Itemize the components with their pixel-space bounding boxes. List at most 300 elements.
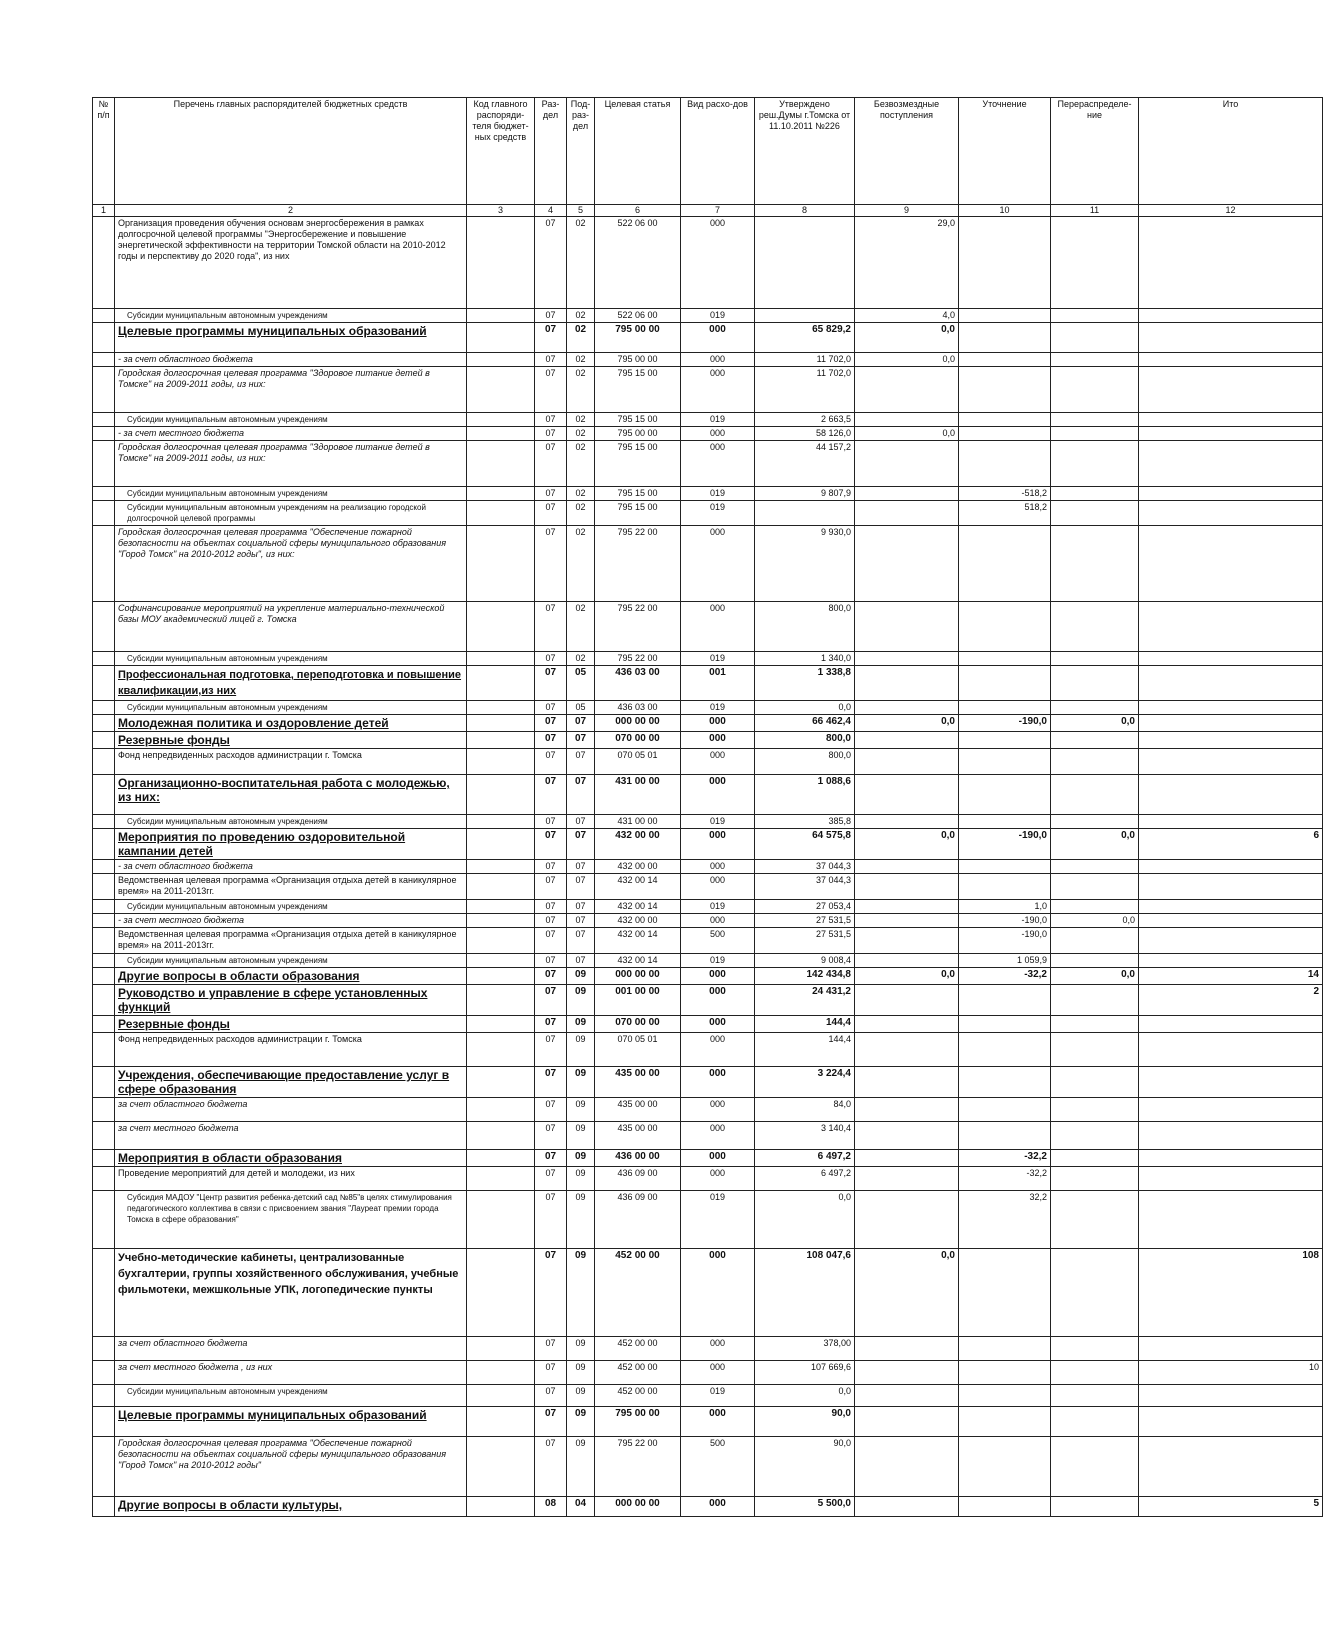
- cell-r: 07: [535, 323, 567, 353]
- cell-it: [1139, 914, 1323, 928]
- cell-v: 000: [681, 1497, 755, 1517]
- table-row: [93, 487, 1323, 501]
- cell-u: 1 338,8: [755, 666, 855, 701]
- column-header: Безвозмездные поступления: [855, 98, 959, 205]
- cell-it: [1139, 860, 1323, 874]
- column-number: 11: [1051, 205, 1139, 217]
- cell-r: 07: [535, 1122, 567, 1150]
- cell-v: 001: [681, 666, 755, 701]
- cell-ut: 518,2: [959, 501, 1051, 526]
- cell-n: Учреждения, обеспечивающие предоставление услуг в сфере образования: [115, 1067, 467, 1098]
- cell-r: 07: [535, 427, 567, 441]
- cell-r: 07: [535, 985, 567, 1016]
- cell-ut: -32,2: [959, 1150, 1051, 1167]
- cell-pr: 0,0: [1051, 914, 1139, 928]
- column-number-row: [93, 205, 1323, 217]
- cell-ut: [959, 1249, 1051, 1337]
- cell-n: - за счет местного бюджета: [115, 914, 467, 928]
- cell-pr: [1051, 323, 1139, 353]
- cell-empty: [467, 1098, 535, 1122]
- cell-empty: [93, 501, 115, 526]
- cell-empty: [93, 1016, 115, 1033]
- cell-n: Ведомственная целевая программа «Организация отдыха детей в каникулярное время» на 2011-2013гг.: [115, 928, 467, 954]
- table-row: [93, 815, 1323, 829]
- cell-cs: 795 00 00: [595, 323, 681, 353]
- cell-bz: [855, 775, 959, 815]
- cell-ut: [959, 602, 1051, 652]
- cell-bz: [855, 1033, 959, 1067]
- cell-empty: [467, 1150, 535, 1167]
- cell-empty: [93, 829, 115, 860]
- cell-u: 0,0: [755, 1191, 855, 1249]
- table-row: [93, 1033, 1323, 1067]
- table-row: [93, 1497, 1323, 1517]
- cell-ut: [959, 1385, 1051, 1407]
- cell-pr: [1051, 367, 1139, 413]
- table-row: [93, 954, 1323, 968]
- cell-n: - за счет областного бюджета: [115, 860, 467, 874]
- cell-ut: 32,2: [959, 1191, 1051, 1249]
- cell-it: [1139, 749, 1323, 775]
- cell-pr: [1051, 353, 1139, 367]
- cell-bz: [855, 1098, 959, 1122]
- cell-r: 07: [535, 815, 567, 829]
- cell-p: 07: [567, 874, 595, 900]
- cell-u: 84,0: [755, 1098, 855, 1122]
- cell-cs: 435 00 00: [595, 1122, 681, 1150]
- cell-n: Субсидии муниципальным автономным учреждениям: [115, 815, 467, 829]
- table-row: [93, 666, 1323, 701]
- cell-u: [755, 309, 855, 323]
- table-body: [93, 217, 1323, 1517]
- cell-empty: [467, 914, 535, 928]
- cell-ut: [959, 874, 1051, 900]
- cell-bz: [855, 954, 959, 968]
- cell-pr: [1051, 1033, 1139, 1067]
- cell-empty: [93, 217, 115, 309]
- cell-it: [1139, 413, 1323, 427]
- cell-cs: 795 15 00: [595, 413, 681, 427]
- cell-empty: [467, 701, 535, 715]
- cell-it: [1139, 928, 1323, 954]
- cell-empty: [93, 1337, 115, 1361]
- cell-u: 64 575,8: [755, 829, 855, 860]
- cell-cs: 436 09 00: [595, 1191, 681, 1249]
- cell-pr: 0,0: [1051, 829, 1139, 860]
- cell-pr: [1051, 217, 1139, 309]
- cell-n: Целевые программы муниципальных образований: [115, 323, 467, 353]
- cell-cs: 431 00 00: [595, 815, 681, 829]
- cell-cs: 452 00 00: [595, 1385, 681, 1407]
- cell-it: [1139, 441, 1323, 487]
- cell-n: Городская долгосрочная целевая программа "Здоровое питание детей в Томске" на 2009-2011 годы, из них:: [115, 441, 467, 487]
- cell-n: Субсидии муниципальным автономным учреждениям на реализацию городской долгосрочной целевой программы: [115, 501, 467, 526]
- table-row: [93, 652, 1323, 666]
- cell-bz: [855, 1407, 959, 1437]
- cell-n: Субсидии муниципальным автономным учреждениям: [115, 309, 467, 323]
- cell-r: 08: [535, 1497, 567, 1517]
- cell-ut: -32,2: [959, 968, 1051, 985]
- cell-it: [1139, 602, 1323, 652]
- cell-empty: [467, 815, 535, 829]
- cell-n: Организация проведения обучения основам энергосбережения в рамках долгосрочной целевой программы "Энергосбережение и повышение энергетической эффективности на территории Томской области на 2010-2012 годы и перспективу до 2020 года", из них: [115, 217, 467, 309]
- cell-ut: [959, 1098, 1051, 1122]
- cell-empty: [467, 441, 535, 487]
- cell-ut: [959, 860, 1051, 874]
- cell-p: 04: [567, 1497, 595, 1517]
- cell-ut: [959, 413, 1051, 427]
- cell-v: 000: [681, 353, 755, 367]
- cell-ut: [959, 323, 1051, 353]
- table-row: [93, 874, 1323, 900]
- cell-ut: [959, 1361, 1051, 1385]
- cell-r: 07: [535, 652, 567, 666]
- cell-n: Софинансирование мероприятий на укрепление материально-технической базы МОУ академический лицей г. Томска: [115, 602, 467, 652]
- cell-empty: [467, 666, 535, 701]
- cell-bz: [855, 914, 959, 928]
- cell-empty: [93, 1167, 115, 1191]
- cell-empty: [467, 602, 535, 652]
- cell-pr: [1051, 526, 1139, 602]
- cell-ut: [959, 367, 1051, 413]
- cell-p: 09: [567, 1016, 595, 1033]
- cell-cs: 795 15 00: [595, 367, 681, 413]
- cell-n: Субсидии муниципальным автономным учреждениям: [115, 701, 467, 715]
- budget-document: [92, 97, 1319, 1517]
- cell-pr: [1051, 985, 1139, 1016]
- cell-pr: [1051, 441, 1139, 487]
- cell-empty: [93, 413, 115, 427]
- cell-bz: 0,0: [855, 715, 959, 732]
- cell-n: Организационно-воспитательная работа с молодежью, из них:: [115, 775, 467, 815]
- cell-pr: [1051, 1249, 1139, 1337]
- table-row: [93, 367, 1323, 413]
- cell-u: 90,0: [755, 1407, 855, 1437]
- cell-cs: 436 00 00: [595, 1150, 681, 1167]
- cell-pr: [1051, 1361, 1139, 1385]
- cell-p: 02: [567, 652, 595, 666]
- cell-cs: 070 05 01: [595, 1033, 681, 1067]
- cell-r: 07: [535, 666, 567, 701]
- cell-r: 07: [535, 413, 567, 427]
- cell-bz: [855, 526, 959, 602]
- cell-bz: [855, 1337, 959, 1361]
- cell-bz: 0,0: [855, 1249, 959, 1337]
- cell-empty: [93, 701, 115, 715]
- cell-n: за счет областного бюджета: [115, 1098, 467, 1122]
- cell-ut: [959, 1437, 1051, 1497]
- cell-pr: [1051, 1437, 1139, 1497]
- cell-pr: [1051, 309, 1139, 323]
- cell-n: Городская долгосрочная целевая программа "Обеспечение пожарной безопасности на объектах социальной сферы муниципального образования "Город Томск" на 2010-2012 годы", из них:: [115, 526, 467, 602]
- cell-empty: [467, 968, 535, 985]
- table-row: [93, 1191, 1323, 1249]
- cell-pr: [1051, 1067, 1139, 1098]
- cell-u: 800,0: [755, 602, 855, 652]
- cell-pr: [1051, 775, 1139, 815]
- cell-r: 07: [535, 1098, 567, 1122]
- cell-pr: [1051, 928, 1139, 954]
- cell-r: 07: [535, 1407, 567, 1437]
- cell-it: [1139, 1337, 1323, 1361]
- cell-p: 07: [567, 715, 595, 732]
- cell-empty: [467, 1122, 535, 1150]
- cell-bz: [855, 732, 959, 749]
- cell-cs: 436 09 00: [595, 1167, 681, 1191]
- cell-empty: [93, 526, 115, 602]
- cell-v: 000: [681, 1016, 755, 1033]
- cell-empty: [93, 427, 115, 441]
- cell-empty: [467, 928, 535, 954]
- cell-cs: 435 00 00: [595, 1098, 681, 1122]
- cell-it: [1139, 1191, 1323, 1249]
- table-row: [93, 715, 1323, 732]
- cell-it: [1139, 701, 1323, 715]
- cell-empty: [467, 985, 535, 1016]
- cell-v: 000: [681, 874, 755, 900]
- cell-ut: [959, 701, 1051, 715]
- cell-pr: [1051, 874, 1139, 900]
- cell-cs: 435 00 00: [595, 1067, 681, 1098]
- cell-empty: [467, 900, 535, 914]
- column-number: 10: [959, 205, 1051, 217]
- cell-bz: [855, 815, 959, 829]
- cell-ut: [959, 666, 1051, 701]
- cell-empty: [467, 487, 535, 501]
- cell-p: 07: [567, 815, 595, 829]
- cell-u: 65 829,2: [755, 323, 855, 353]
- cell-it: 14: [1139, 968, 1323, 985]
- cell-ut: -190,0: [959, 715, 1051, 732]
- cell-empty: [467, 1385, 535, 1407]
- cell-it: [1139, 1033, 1323, 1067]
- cell-v: 000: [681, 526, 755, 602]
- cell-bz: [855, 441, 959, 487]
- cell-p: 09: [567, 1437, 595, 1497]
- cell-empty: [467, 860, 535, 874]
- cell-empty: [467, 775, 535, 815]
- cell-pr: [1051, 1016, 1139, 1033]
- column-number: 4: [535, 205, 567, 217]
- cell-ut: [959, 1122, 1051, 1150]
- table-row: [93, 732, 1323, 749]
- column-header: Целевая статья: [595, 98, 681, 205]
- cell-u: 3 224,4: [755, 1067, 855, 1098]
- cell-r: 07: [535, 829, 567, 860]
- cell-r: 07: [535, 1167, 567, 1191]
- cell-empty: [467, 1016, 535, 1033]
- column-header: Под-раз-дел: [567, 98, 595, 205]
- cell-n: Другие вопросы в области культуры,: [115, 1497, 467, 1517]
- cell-v: 000: [681, 602, 755, 652]
- cell-u: 1 340,0: [755, 652, 855, 666]
- cell-u: 9 008,4: [755, 954, 855, 968]
- cell-u: 27 531,5: [755, 928, 855, 954]
- cell-u: 11 702,0: [755, 367, 855, 413]
- cell-v: 000: [681, 914, 755, 928]
- cell-r: 07: [535, 928, 567, 954]
- cell-it: [1139, 487, 1323, 501]
- cell-empty: [467, 367, 535, 413]
- cell-v: 000: [681, 829, 755, 860]
- cell-ut: [959, 1016, 1051, 1033]
- cell-empty: [93, 775, 115, 815]
- cell-n: за счет областного бюджета: [115, 1337, 467, 1361]
- cell-r: 07: [535, 1033, 567, 1067]
- table-row: [93, 829, 1323, 860]
- cell-empty: [467, 217, 535, 309]
- cell-cs: 000 00 00: [595, 968, 681, 985]
- column-header: Вид расхо-дов: [681, 98, 755, 205]
- cell-v: 000: [681, 1150, 755, 1167]
- table-row: [93, 968, 1323, 985]
- cell-v: 019: [681, 413, 755, 427]
- cell-ut: [959, 815, 1051, 829]
- cell-pr: [1051, 1385, 1139, 1407]
- cell-p: 02: [567, 323, 595, 353]
- table-row: [93, 1016, 1323, 1033]
- cell-cs: 432 00 00: [595, 829, 681, 860]
- cell-r: 07: [535, 1191, 567, 1249]
- cell-empty: [93, 487, 115, 501]
- cell-v: 019: [681, 309, 755, 323]
- cell-it: [1139, 874, 1323, 900]
- cell-u: [755, 501, 855, 526]
- cell-p: 09: [567, 1385, 595, 1407]
- cell-u: 6 497,2: [755, 1167, 855, 1191]
- cell-n: Субсидии муниципальным автономным учреждениям: [115, 954, 467, 968]
- cell-pr: [1051, 732, 1139, 749]
- cell-v: 019: [681, 954, 755, 968]
- cell-pr: [1051, 1191, 1139, 1249]
- cell-empty: [93, 1407, 115, 1437]
- cell-ut: [959, 427, 1051, 441]
- cell-empty: [93, 1122, 115, 1150]
- table-row: [93, 441, 1323, 487]
- column-header: Код главного распоряди-теля бюджет-ных средств: [467, 98, 535, 205]
- cell-p: 09: [567, 1098, 595, 1122]
- cell-empty: [93, 323, 115, 353]
- cell-cs: 795 15 00: [595, 501, 681, 526]
- cell-it: [1139, 1167, 1323, 1191]
- cell-p: 02: [567, 309, 595, 323]
- cell-u: 144,4: [755, 1033, 855, 1067]
- cell-empty: [93, 1249, 115, 1337]
- cell-bz: [855, 1191, 959, 1249]
- cell-empty: [93, 1497, 115, 1517]
- cell-empty: [467, 501, 535, 526]
- cell-p: 07: [567, 749, 595, 775]
- cell-empty: [467, 1249, 535, 1337]
- cell-v: 000: [681, 323, 755, 353]
- cell-ut: [959, 1033, 1051, 1067]
- cell-bz: [855, 874, 959, 900]
- cell-p: 07: [567, 914, 595, 928]
- cell-pr: [1051, 501, 1139, 526]
- cell-empty: [467, 1337, 535, 1361]
- cell-v: 000: [681, 1249, 755, 1337]
- cell-cs: 070 00 00: [595, 732, 681, 749]
- cell-u: 37 044,3: [755, 874, 855, 900]
- cell-r: 07: [535, 749, 567, 775]
- cell-pr: 0,0: [1051, 715, 1139, 732]
- cell-v: 500: [681, 1437, 755, 1497]
- cell-p: 02: [567, 487, 595, 501]
- cell-it: [1139, 775, 1323, 815]
- cell-empty: [93, 968, 115, 985]
- cell-u: 6 497,2: [755, 1150, 855, 1167]
- cell-pr: [1051, 666, 1139, 701]
- table-row: [93, 1249, 1323, 1337]
- cell-bz: [855, 928, 959, 954]
- cell-bz: 4,0: [855, 309, 959, 323]
- cell-it: [1139, 732, 1323, 749]
- cell-n: за счет местного бюджета: [115, 1122, 467, 1150]
- cell-bz: 0,0: [855, 323, 959, 353]
- cell-n: Резервные фонды: [115, 732, 467, 749]
- cell-empty: [93, 367, 115, 413]
- cell-v: 000: [681, 1167, 755, 1191]
- cell-cs: 432 00 14: [595, 900, 681, 914]
- cell-r: 07: [535, 526, 567, 602]
- cell-v: 000: [681, 1337, 755, 1361]
- cell-empty: [93, 1098, 115, 1122]
- cell-empty: [93, 815, 115, 829]
- cell-bz: [855, 487, 959, 501]
- cell-p: 09: [567, 1407, 595, 1437]
- table-row: [93, 928, 1323, 954]
- cell-n: Профессиональная подготовка, переподготовка и повышение квалификации,из них: [115, 666, 467, 701]
- cell-v: 019: [681, 652, 755, 666]
- cell-n: Ведомственная целевая программа «Организация отдыха детей в каникулярное время» на 2011-2013гг.: [115, 874, 467, 900]
- cell-ut: [959, 652, 1051, 666]
- cell-r: 07: [535, 602, 567, 652]
- cell-r: 07: [535, 1067, 567, 1098]
- cell-empty: [467, 1167, 535, 1191]
- cell-cs: 431 00 00: [595, 775, 681, 815]
- cell-empty: [467, 1497, 535, 1517]
- cell-u: 9 930,0: [755, 526, 855, 602]
- cell-p: 07: [567, 928, 595, 954]
- cell-ut: [959, 1067, 1051, 1098]
- table-row: [93, 427, 1323, 441]
- cell-cs: 436 03 00: [595, 666, 681, 701]
- cell-cs: 000 00 00: [595, 715, 681, 732]
- cell-r: 07: [535, 367, 567, 413]
- cell-p: 05: [567, 701, 595, 715]
- cell-ut: [959, 1497, 1051, 1517]
- cell-v: 019: [681, 900, 755, 914]
- cell-empty: [467, 353, 535, 367]
- cell-empty: [467, 1067, 535, 1098]
- cell-r: 07: [535, 954, 567, 968]
- column-header: Перечень главных распорядителей бюджетных средств: [115, 98, 467, 205]
- cell-cs: 795 22 00: [595, 602, 681, 652]
- table-row: [93, 323, 1323, 353]
- cell-ut: -190,0: [959, 928, 1051, 954]
- cell-p: 09: [567, 1361, 595, 1385]
- cell-p: 07: [567, 860, 595, 874]
- cell-ut: [959, 441, 1051, 487]
- cell-empty: [467, 715, 535, 732]
- cell-ut: [959, 353, 1051, 367]
- cell-u: 9 807,9: [755, 487, 855, 501]
- table-row: [93, 353, 1323, 367]
- cell-bz: [855, 1016, 959, 1033]
- cell-it: [1139, 1067, 1323, 1098]
- cell-pr: [1051, 860, 1139, 874]
- table-row: [93, 1122, 1323, 1150]
